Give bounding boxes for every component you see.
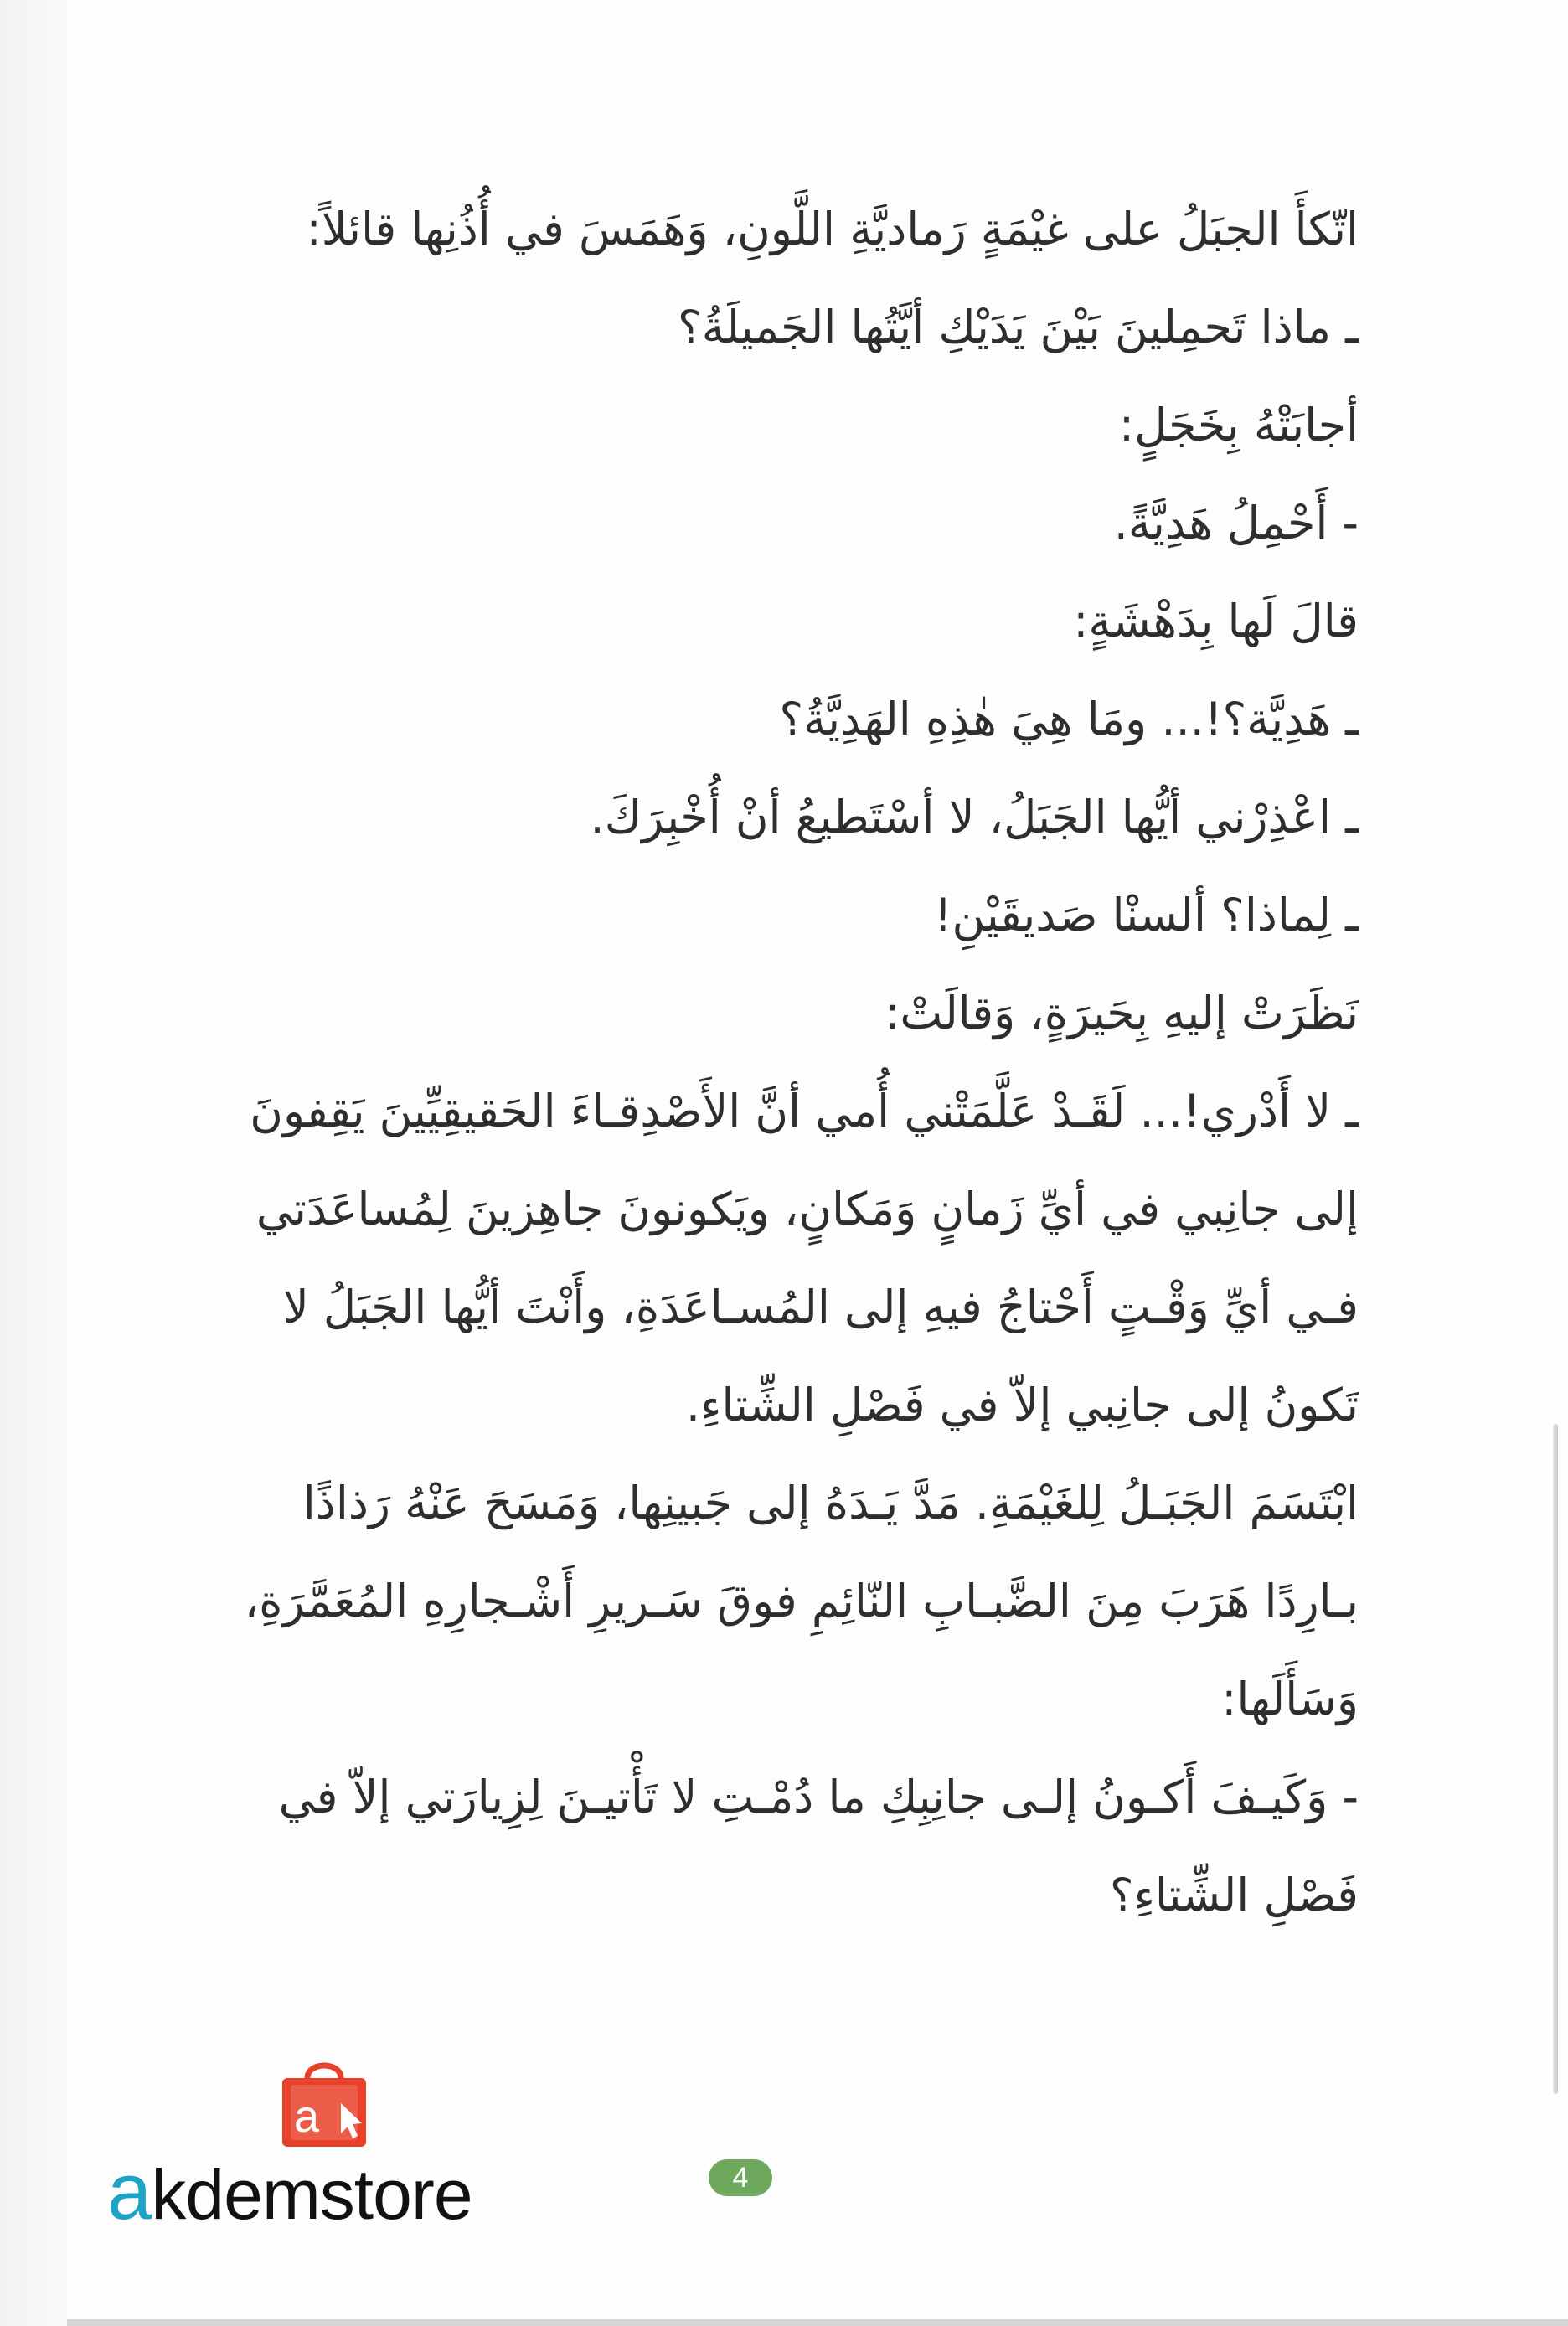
story-line: تَكونُ إلى جانِبي إلاّ في فَصْلِ الشِّتاءِ. — [685, 1379, 1359, 1431]
story-line: قالَ لَها بِدَهْشَةٍ: — [1073, 595, 1359, 647]
story-line: - أَحْمِلُ هَدِيَّةً. — [1113, 497, 1359, 549]
story-line: ـ اعْذِرْني أيُّها الجَبَلُ، لا أسْتَطيعُ أنْ أُخْبِرَكَ. — [590, 791, 1359, 843]
story-line: ـ هَدِيَّة؟!... ومَا هِيَ هٰذِهِ الهَدِيَّةُ؟ — [779, 693, 1359, 745]
page-edge — [1553, 1424, 1558, 2094]
scan-bottom-edge — [67, 2319, 1568, 2326]
scan-left-shadow — [0, 0, 67, 2326]
story-line: اتّكأَ الجبَلُ على غيْمَةٍ رَماديَّةِ اللَّونِ، وَهَمَسَ في أُذُنِها قائلاً: — [306, 203, 1359, 255]
story-line: - وَكَيـفَ أَكـونُ إلـى جانِبِكِ ما دُمْـتِ لا تَأْتيـنَ لِزِيارَتي إلاّ في — [278, 1771, 1359, 1823]
logo-box-letter: a — [294, 2091, 320, 2142]
story-line: ـ ماذا تَحمِلينَ بَيْنَ يَدَيْكِ أيَّتُها الجَميلَةُ؟ — [678, 301, 1359, 353]
story-line: فَصْلِ الشِّتاءِ؟ — [1109, 1869, 1359, 1921]
story-line: بـارِدًا هَرَبَ مِنَ الضَّبـابِ النّائِمِ فوقَ سَـريرِ أَشْـجارِهِ المُعَمَّرَةِ، — [244, 1575, 1359, 1627]
logo-wordmark-first: a — [107, 2147, 152, 2236]
story-line: نَظَرَتْ إليهِ بِحَيرَةٍ، وَقالَتْ: — [885, 987, 1359, 1039]
shopping-bag-cursor-icon — [279, 2056, 369, 2148]
story-line: ـ لِماذا؟ ألسنْا صَديقَيْنِ! — [933, 889, 1359, 941]
story-line: أجابَتْهُ بِخَجَلٍ: — [1118, 399, 1359, 451]
story-line: إلى جانِبي في أيِّ زَمانٍ وَمَكانٍ، ويَكونونَ جاهِزينَ لِمُساعَدَتي — [255, 1183, 1359, 1235]
story-text — [109, 180, 1359, 1944]
story-line: ابْتَسَمَ الجَبَـلُ لِلغَيْمَةِ. مَدَّ يَـدَهُ إلى جَبينِها، وَمَسَحَ عَنْهُ رَذاذًا — [302, 1477, 1359, 1529]
akdemstore-logo — [107, 2056, 543, 2236]
logo-wordmark-rest: kdemstore — [151, 2155, 472, 2234]
story-line: ـ لا أَدْري!... لَقَـدْ عَلَّمَتْني أُمي أنَّ الأَصْدِقـاءَ الحَقيقِيِّينَ يَقِفونَ — [250, 1085, 1359, 1137]
story-line: فـي أيِّ وَقْـتٍ أَحْتاجُ فيهِ إلى المُسـاعَدَةِ، وأَنْتَ أيُّها الجَبَلُ لا — [282, 1281, 1359, 1333]
story-line: وَسَأَلَها: — [1221, 1673, 1359, 1725]
logo-wordmark — [107, 2147, 472, 2236]
page-number-badge: 4 — [709, 2159, 772, 2196]
